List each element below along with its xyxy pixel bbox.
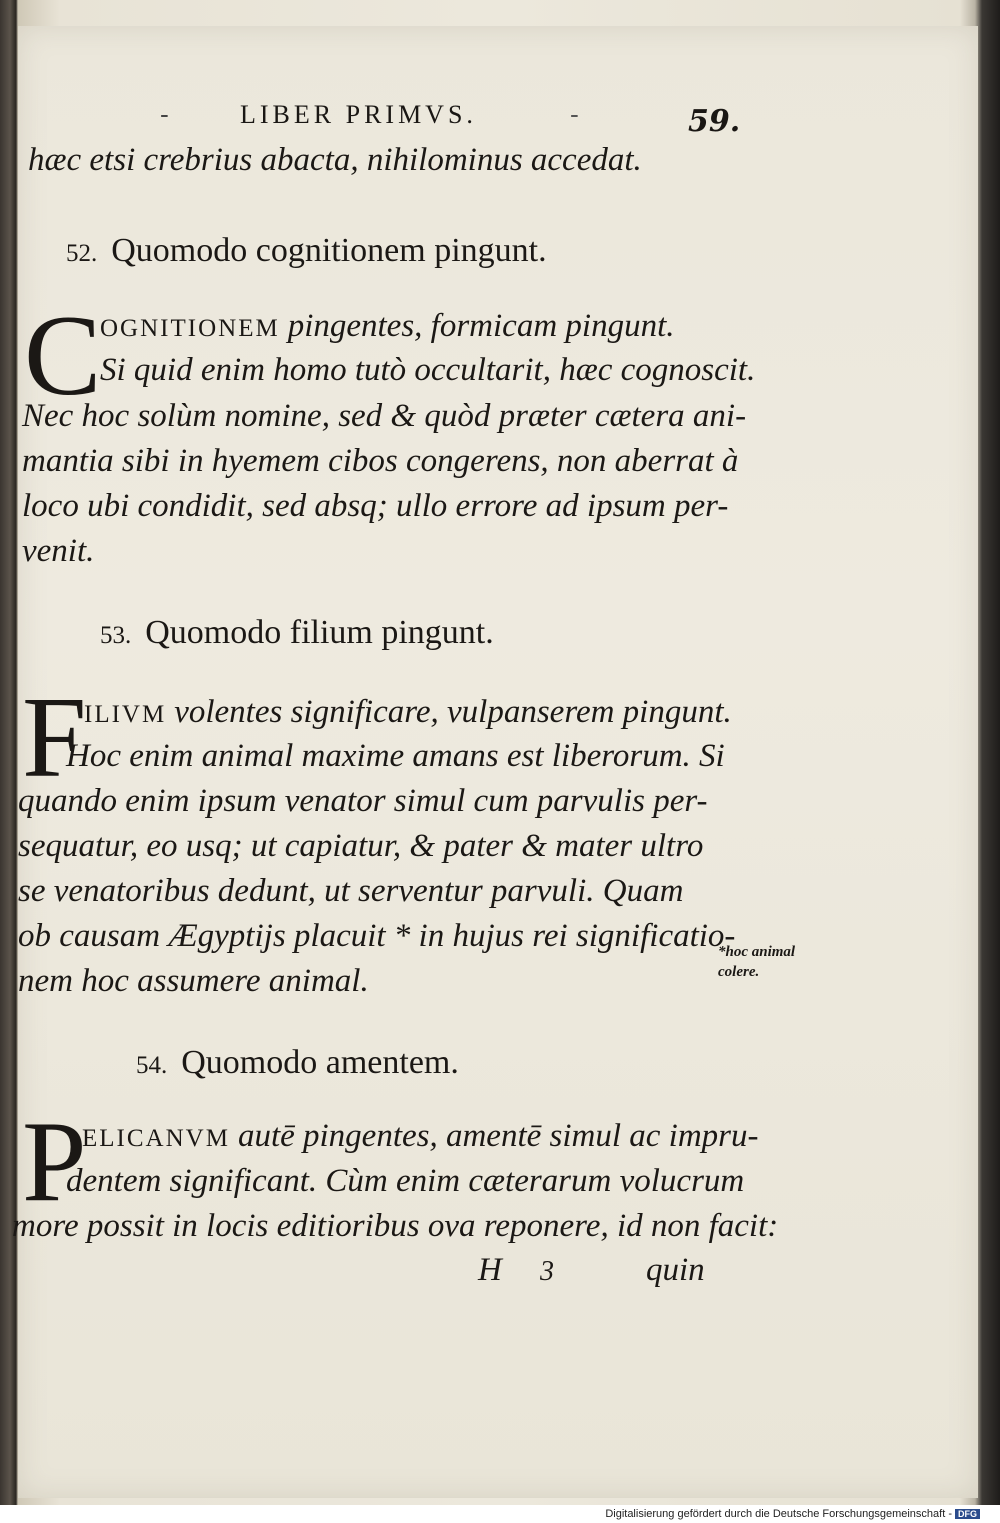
page-number: 59. bbox=[688, 104, 741, 139]
signature-number: 3 bbox=[540, 1256, 554, 1287]
text-line: se venatoribus dedunt, ut serventur parvuli. Quam bbox=[18, 873, 684, 909]
section-heading bbox=[66, 232, 547, 270]
text-line: Si quid enim homo tutò occultarit, hæc cognoscit. bbox=[100, 352, 756, 388]
section-heading bbox=[100, 614, 494, 652]
catchword: quin bbox=[646, 1252, 705, 1288]
text-line: quando enim ipsum venator simul cum parvulis per- bbox=[18, 783, 708, 819]
text-line: ob causam Ægyptijs placuit * in hujus rei significatio- bbox=[18, 918, 736, 954]
line-text: autē pingentes, amentē simul ac impru- bbox=[237, 1118, 759, 1154]
text-line: Nec hoc solùm nomine, sed & quòd præter cætera ani- bbox=[22, 398, 747, 434]
text-line: sequatur, eo usq; ut capiatur, & pater & mater ultro bbox=[18, 828, 704, 864]
signature-mark: H bbox=[478, 1252, 502, 1288]
opening-word: ELICANVM bbox=[82, 1125, 230, 1152]
text-line: more possit in locis editioribus ova reponere, id non facit: bbox=[12, 1208, 779, 1244]
text-line: hæc etsi crebrius abacta, nihilominus accedat. bbox=[28, 142, 642, 178]
text-line: nem hoc assumere animal. bbox=[18, 963, 369, 999]
text-line: Hoc enim animal maxime amans est liberorum. Si bbox=[66, 738, 725, 774]
section-title: Quomodo filium pingunt. bbox=[145, 614, 494, 651]
dfg-logo: DFG bbox=[955, 1509, 980, 1519]
text-line: dentem significant. Cùm enim cæterarum volucrum bbox=[66, 1163, 745, 1199]
opening-word: ILIVM bbox=[84, 701, 167, 728]
section-title: Quomodo amentem. bbox=[181, 1044, 459, 1081]
running-head-dash-left: - bbox=[160, 100, 169, 130]
text-line: venit. bbox=[22, 533, 95, 569]
credit-text: Digitalisierung gefördert durch die Deutsche Forschungsgemeinschaft - bbox=[605, 1508, 952, 1520]
running-head-title: LIBER PRIMVS. bbox=[240, 100, 477, 129]
marginal-note-line: colere. bbox=[718, 964, 760, 981]
section-number: 54. bbox=[136, 1052, 168, 1079]
digitization-credit bbox=[605, 1508, 980, 1522]
running-head bbox=[0, 100, 1000, 140]
section-number: 52. bbox=[66, 240, 98, 267]
text-line bbox=[82, 1118, 759, 1155]
text-line bbox=[84, 694, 732, 731]
text-line: loco ubi condidit, sed absq; ullo errore ad ipsum per- bbox=[22, 488, 729, 524]
marginal-note bbox=[718, 942, 795, 983]
line-text: pingentes, formicam pingunt. bbox=[287, 308, 675, 344]
marginal-note-line: *hoc animal bbox=[718, 944, 796, 960]
drop-cap: F bbox=[22, 674, 87, 802]
line-text: volentes significare, vulpanserem pingunt. bbox=[174, 694, 732, 730]
running-head-dash-right: - bbox=[570, 100, 579, 130]
drop-cap: C bbox=[24, 292, 102, 420]
drop-cap: P bbox=[22, 1098, 87, 1226]
opening-word: OGNITIONEM bbox=[100, 315, 280, 342]
section-number: 53. bbox=[100, 622, 132, 649]
section-heading bbox=[136, 1044, 459, 1082]
text-line: mantia sibi in hyemem cibos congerens, non aberrat à bbox=[22, 443, 739, 479]
section-title: Quomodo cognitionem pingunt. bbox=[111, 232, 547, 269]
text-line bbox=[100, 308, 675, 345]
